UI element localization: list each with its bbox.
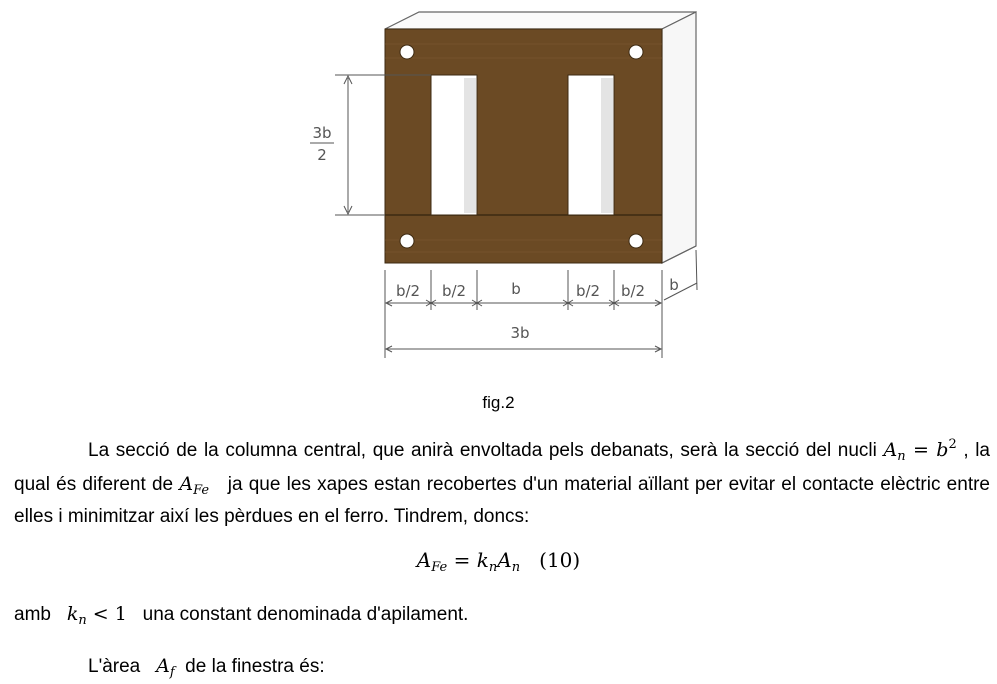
width-label-5: b/2 [620, 282, 646, 300]
equation-10 [0, 548, 997, 575]
equation-body: $A_{Fe} = k_nA_n$ [416, 548, 521, 575]
width-dimension-lines [385, 250, 697, 358]
formula-kn-lt-1: $k_n < 1$ [66, 603, 127, 628]
depth-label: b [669, 276, 679, 294]
paragraph2-text-1: amb [14, 604, 57, 625]
core-face [385, 29, 662, 263]
symbol-af: $A_f$ [156, 655, 175, 680]
formula-an-eq-b2: $A_n = b^2$ [883, 437, 957, 464]
paragraph3-text-2: de la finestra és: [179, 656, 325, 677]
height-label-numerator: 3b [312, 124, 332, 142]
paragraph-stacking-factor [14, 598, 990, 632]
width-label-1: b/2 [395, 282, 421, 300]
paragraph1-text-3: ja que les xapes estan recobertes d'un material aïllant per evitar el contacte elèctric entre elles i minimitzar així les pèrdues en el ferro. Tindrem, doncs: [14, 473, 990, 527]
paragraph-section-area [14, 434, 990, 534]
height-label-denominator: 2 [317, 146, 327, 164]
equation-number: (10) [539, 548, 581, 572]
total-width-label: 3b [510, 324, 530, 342]
width-label-2: b/2 [441, 282, 467, 300]
core-window-right-shadow [601, 78, 613, 213]
symbol-afe: $A_{Fe}$ [179, 472, 210, 498]
width-label-3: b [511, 280, 521, 298]
width-label-4: b/2 [575, 282, 601, 300]
paragraph2-text-2: una constant denominada d'apilament. [137, 604, 469, 625]
paragraph-window-area [88, 650, 997, 684]
paragraph1-text-2: , la qual és diferent de [14, 440, 991, 495]
paragraph1-text-1: La secció de la columna central, que anirà envoltada pels debanats, serà la secció del nucli [88, 440, 884, 461]
core-window-left-shadow [464, 78, 476, 213]
figure-caption: fig.2 [482, 393, 515, 412]
paragraph3-text-1: L'àrea [88, 656, 146, 677]
